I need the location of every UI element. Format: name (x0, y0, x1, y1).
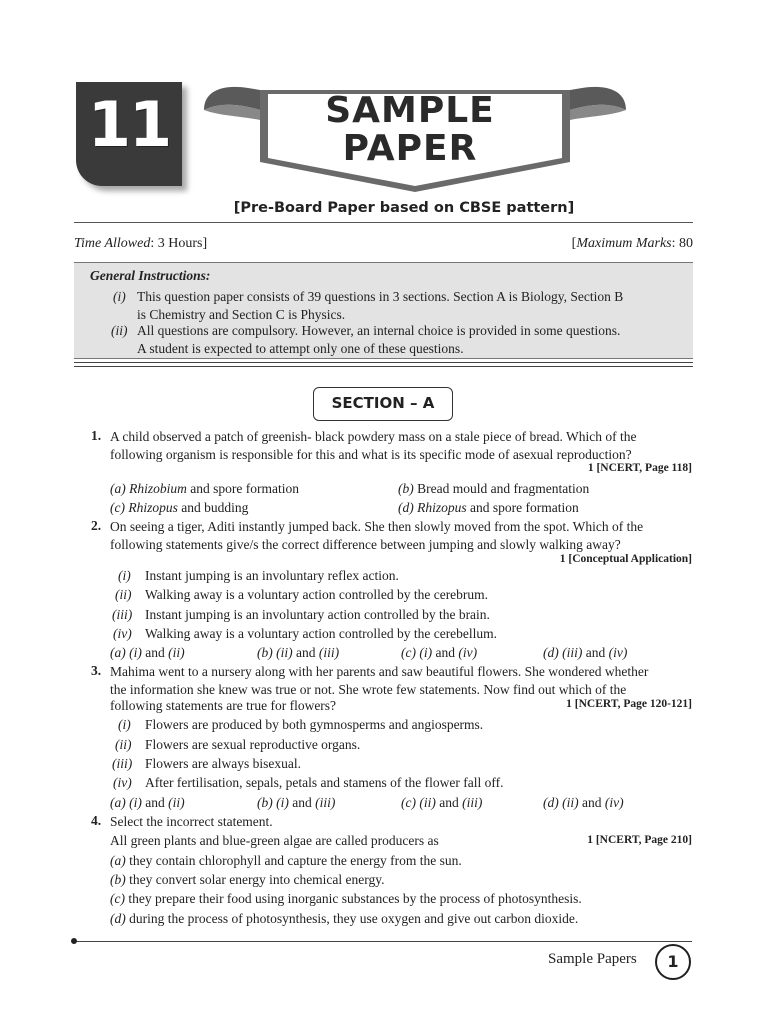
footer-bullet (71, 938, 77, 944)
option-a: (a) Rhizobium and spore formation (110, 481, 299, 496)
question-text: following organism is responsible for this and what is its specific mode of asexual reproduction? (110, 447, 632, 462)
marks-label: Maximum Marks (576, 236, 672, 251)
statement-text: Flowers are always bisexual. (145, 756, 301, 771)
option-c: (c) (i) and (iv) (401, 645, 478, 660)
question-text: Mahima went to a nursery along with her parents and saw beautiful flowers. She wondered whether (110, 664, 649, 679)
instruction-number: (i) (113, 289, 126, 304)
header-rule (74, 222, 693, 223)
question-reference: 1 [NCERT, Page 118] (587, 462, 692, 474)
option-b: (b) (i) and (iii) (257, 795, 336, 810)
question-text: following statements are true for flowers? (110, 698, 337, 713)
question-number: 1. (91, 428, 102, 443)
option-b: (b) they convert solar energy into chemical energy. (110, 872, 385, 887)
question-reference: 1 [NCERT, Page 120-121] (566, 698, 692, 710)
statement-text: Flowers are sexual reproductive organs. (145, 737, 361, 752)
section-heading: SECTION – A (313, 387, 453, 421)
time-label: Time Allowed (74, 236, 151, 251)
statement: (iii) (112, 607, 133, 622)
option-c: (c) they prepare their food using inorganic substances by the process of photosynthesis. (110, 891, 582, 906)
paper-subtitle: [Pre-Board Paper based on CBSE pattern] (233, 200, 575, 216)
statement: (iv) (113, 775, 132, 790)
question-number: 2. (91, 518, 102, 533)
statement-text: Walking away is a voluntary action controlled by the cerebellum. (145, 626, 498, 641)
paper-number-badge (76, 82, 182, 186)
statement: (iv) (113, 626, 132, 641)
option-b: (b) (ii) and (iii) (257, 645, 340, 660)
option-d: (d) (iii) and (iv) (543, 645, 628, 660)
banner-title (300, 92, 520, 168)
statement: (i) (118, 717, 131, 732)
question-text: following statements give/s the correct difference between jumping and slowly walking away? (110, 537, 621, 552)
statement-text: Instant jumping is an involuntary reflex action. (145, 568, 399, 583)
statement-text: Flowers are produced by both gymnosperms and angiosperms. (145, 717, 484, 732)
question-reference: 1 [Conceptual Application] (559, 553, 692, 565)
instruction-text: This question paper consists of 39 questions in 3 sections. Section A is Biology, Section B is Chemistry and Section C is Physics. (137, 289, 624, 322)
instruction-number: (ii) (111, 323, 128, 338)
marks-prefix: [ (571, 236, 577, 251)
time-value: : 3 Hours] (150, 236, 208, 251)
question-text: On seeing a tiger, Aditi instantly jumped back. She then slowly moved from the spot. Which of the (110, 519, 644, 534)
question-number: 4. (91, 813, 102, 828)
statement: (ii) (115, 737, 132, 752)
option-a: (a) (i) and (ii) (110, 795, 185, 810)
question-text: Select the incorrect statement. (110, 814, 273, 829)
footer-label: Sample Papers (548, 951, 637, 967)
banner-title-line2: PAPER (342, 128, 478, 169)
instruction-text: All questions are compulsory. However, an internal choice is provided in some questions. A student is expected to attempt only one of these questions. (137, 323, 621, 356)
statement: (i) (118, 568, 131, 583)
statement-text: Instant jumping is an involuntary action controlled by the brain. (145, 607, 490, 622)
option-d: (d) during the process of photosynthesis, they use oxygen and give out carbon dioxide. (110, 911, 579, 926)
maximum-marks (572, 236, 693, 252)
question-text: All green plants and blue-green algae are called producers as (110, 833, 439, 848)
statement-text: After fertilisation, sepals, petals and stamens of the flower fall off. (145, 775, 504, 790)
question-reference: 1 [NCERT, Page 210] (587, 834, 692, 846)
page-number: 1 (655, 944, 691, 980)
option-a: (a) (i) and (ii) (110, 645, 185, 660)
question-number: 3. (91, 663, 102, 678)
option-c: (c) Rhizopus and budding (110, 500, 249, 515)
paper-number: 11 (87, 88, 171, 161)
option-b: (b) Bread mould and fragmentation (398, 481, 590, 496)
statement: (ii) (115, 587, 132, 602)
marks-value: : 80 (671, 236, 693, 251)
banner-title-line1: SAMPLE (325, 90, 495, 131)
instructions-heading: General Instructions: (90, 268, 211, 283)
time-allowed (74, 236, 207, 252)
footer-rule (74, 941, 692, 942)
option-c: (c) (ii) and (iii) (401, 795, 483, 810)
instructions-divider (74, 362, 693, 367)
question-text: the information she knew was true or not. She wrote few statements. Now find out which of the (110, 682, 627, 697)
option-d: (d) (ii) and (iv) (543, 795, 624, 810)
statement-text: Walking away is a voluntary action controlled by the cerebrum. (145, 587, 489, 602)
option-d: (d) Rhizopus and spore formation (398, 500, 579, 515)
option-a: (a) they contain chlorophyll and capture the energy from the sun. (110, 853, 462, 868)
question-text: A child observed a patch of greenish- black powdery mass on a stale piece of bread. Which of the (110, 429, 637, 444)
statement: (iii) (112, 756, 133, 771)
